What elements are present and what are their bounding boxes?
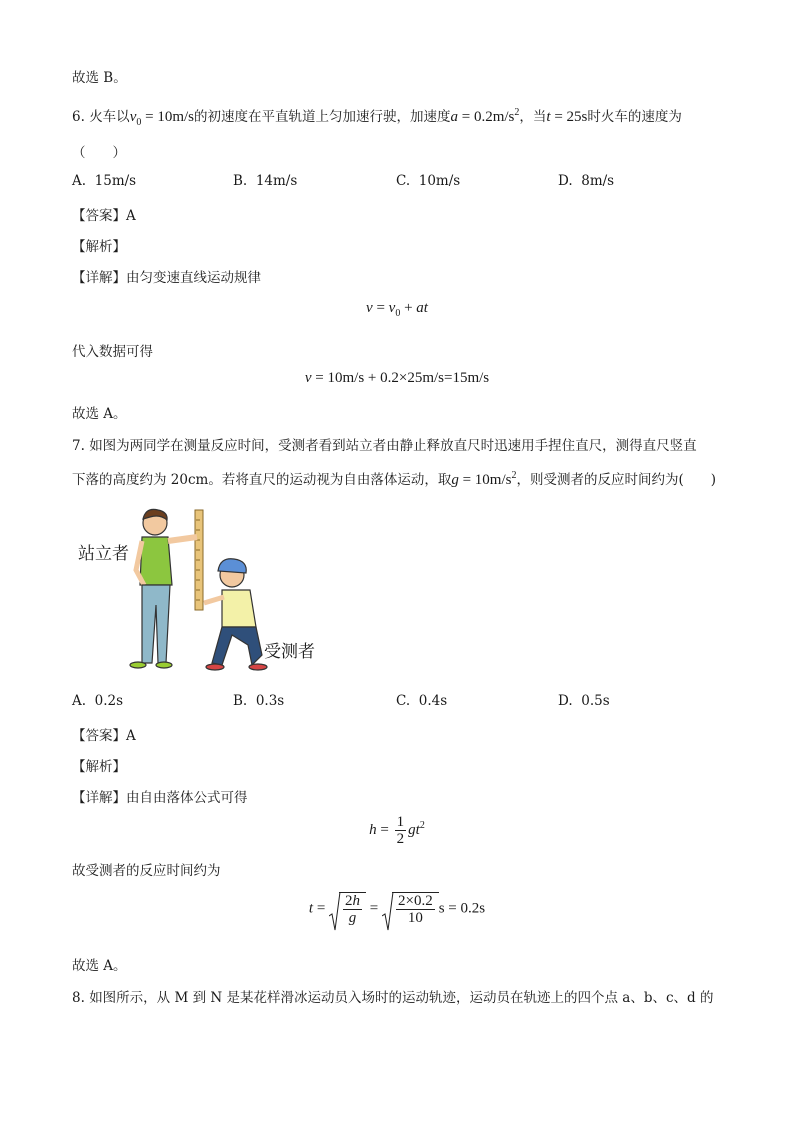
q7-analysis-label: 【解析】 [72,759,126,775]
q6-v0-expression: $v_0 = 10m/s$ [129,109,194,128]
sqrt-2h-over-g: $\frac{2h}{g}$ [329,892,366,926]
q6-stem-line1 [72,105,682,126]
fraction-one-half: $\frac{1}{2}$ [396,814,405,847]
label-tester: 受测者 [264,642,315,662]
q8-text: 如图所示，从 M 到 N 是某花样滑冰运动员入场时的运动轨迹，运动员在轨迹上的四个点 a、b、c、d 的 [89,990,714,1006]
sqrt-numeric: $\frac{2\times 0.2}{10}$ [382,892,439,926]
q7-figure [72,505,332,675]
tester-person [204,559,267,670]
ruler [195,510,203,610]
q6-conclusion: 故选 A。 [72,406,127,422]
standing-person [130,509,197,668]
q6-acceleration-expression: $a = 0.2m/s^2$ [450,107,520,125]
q8-number: 8. [72,990,85,1006]
q6-text-4: 时火车的速度为 [587,109,682,125]
q7-g-expression: $g = 10m/s^2$ [451,470,517,488]
q8-stem-line1 [72,986,713,1006]
q7-option-d: D. 0.5s [558,693,610,709]
q6-analysis-label: 【解析】 [72,239,126,255]
q7-stem-line1 [72,434,697,454]
q6-text-3: ，当 [519,109,547,125]
q6-formula-1: $v = v_0$ + at [366,300,428,319]
previous-conclusion: 故选 B。 [72,70,127,86]
q6-substitute-text: 代入数据可得 [72,344,153,360]
q6-paren: （ ） [72,145,126,161]
q6-text-1: 火车以 [89,109,130,125]
q7-text-line2b: ，则受测者的反应时间约为( ) [516,472,717,488]
label-stander: 站立者 [78,544,129,564]
q7-answer: 【答案】A [72,728,136,744]
q7-conclusion: 故选 A。 [72,958,127,974]
q6-formula-2: v = 10m/s + 0.2×25m/s=15m/s [304,370,490,386]
q6-number: 6. [72,109,85,125]
q6-option-d: D. 8m/s [558,173,615,189]
q7-number: 7. [72,438,85,454]
q7-reaction-text: 故受测者的反应时间约为 [72,863,221,879]
q6-option-c: C. 10m/s [396,173,461,189]
q7-text-line2a: 下落的高度约为 20cm。若将直尺的运动视为自由落体运动，取 [72,472,452,488]
q7-formula-2: t = $\frac{2h}{g}$ = $\frac{2\times 0.2}{10}$ s = 0.2s [0,892,794,926]
q7-text-line1: 如图为两同学在测量反应时间，受测者看到站立者由静止释放直尺时迅速用手捏住直尺，测得直尺竖直 [89,438,697,454]
q7-option-c: C. 0.4s [396,693,448,709]
q6-answer: 【答案】A [72,208,136,224]
q7-option-a: A. 0.2s [72,693,124,709]
q6-time-expression: t = 25s [546,109,588,125]
q6-option-b: B. 14m/s [233,173,298,189]
q6-detail: 【详解】由匀变速直线运动规律 [72,270,261,286]
q7-formula-1: h = $\frac{1}{2}$ $gt^2$ [369,814,425,847]
q7-option-b: B. 0.3s [233,693,285,709]
q7-stem-line2 [72,468,716,489]
q7-detail: 【详解】由自由落体公式可得 [72,790,248,806]
q6-option-a: A. 15m/s [72,173,137,189]
q6-text-2: 的初速度在平直轨道上匀加速行驶，加速度 [194,109,451,125]
